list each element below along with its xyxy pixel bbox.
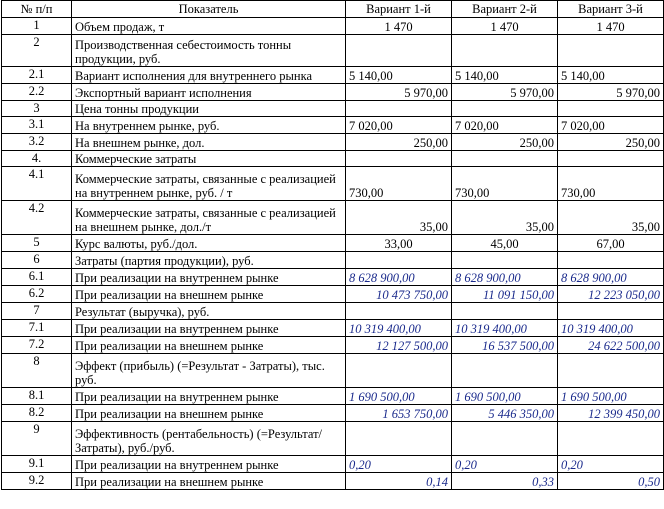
- cell-variant-3: 35,00: [558, 201, 664, 235]
- table-row: [2, 320, 664, 337]
- cell-variant-1: 10 473 750,00: [346, 286, 452, 303]
- row-indicator: Коммерческие затраты: [72, 151, 346, 167]
- cell-variant-2: 7 020,00: [452, 117, 558, 134]
- row-indicator: При реализации на внешнем рынке: [72, 337, 346, 354]
- row-number: 4.: [2, 151, 72, 167]
- table-row: [2, 134, 664, 151]
- cell-variant-3: 12 399 450,00: [558, 405, 664, 422]
- table-row: [2, 167, 664, 201]
- cell-variant-3: 5 970,00: [558, 84, 664, 101]
- row-indicator: Экспортный вариант исполнения: [72, 84, 346, 101]
- cell-variant-2: 250,00: [452, 134, 558, 151]
- cell-variant-3: [558, 354, 664, 388]
- cell-variant-1: [346, 303, 452, 320]
- row-number: 8.1: [2, 388, 72, 405]
- table-row: [2, 101, 664, 117]
- cell-variant-1: [346, 35, 452, 67]
- table-row: [2, 337, 664, 354]
- cell-variant-1: 35,00: [346, 201, 452, 235]
- table-row: [2, 286, 664, 303]
- row-number: 4.1: [2, 167, 72, 201]
- row-number: 1: [2, 18, 72, 35]
- row-indicator: Производственная себестоимость тонны продукции, руб.: [72, 35, 346, 67]
- row-indicator: Затраты (партия продукции), руб.: [72, 252, 346, 269]
- cell-variant-1: [346, 101, 452, 117]
- cell-variant-3: [558, 101, 664, 117]
- cell-variant-1: 250,00: [346, 134, 452, 151]
- cell-variant-2: 10 319 400,00: [452, 320, 558, 337]
- cell-variant-2: 5 140,00: [452, 67, 558, 84]
- cell-variant-2: [452, 101, 558, 117]
- row-indicator: Курс валюты, руб./дол.: [72, 235, 346, 252]
- row-indicator: При реализации на внутреннем рынке: [72, 456, 346, 473]
- table-row: [2, 201, 664, 235]
- cell-variant-1: [346, 354, 452, 388]
- cell-variant-2: [452, 252, 558, 269]
- row-number: 8: [2, 354, 72, 388]
- row-number: 6.1: [2, 269, 72, 286]
- cell-variant-1: 1 470: [346, 18, 452, 35]
- row-number: 6: [2, 252, 72, 269]
- row-number: 6.2: [2, 286, 72, 303]
- cell-variant-3: 10 319 400,00: [558, 320, 664, 337]
- cell-variant-3: 12 223 050,00: [558, 286, 664, 303]
- table-row: [2, 117, 664, 134]
- cell-variant-1: [346, 252, 452, 269]
- row-number: 3: [2, 101, 72, 117]
- row-indicator: Цена тонны продукции: [72, 101, 346, 117]
- row-number: 2.1: [2, 67, 72, 84]
- table-row: [2, 354, 664, 388]
- row-indicator: При реализации на внешнем рынке: [72, 286, 346, 303]
- row-number: 3.2: [2, 134, 72, 151]
- row-number: 7.2: [2, 337, 72, 354]
- cell-variant-1: 0,20: [346, 456, 452, 473]
- row-indicator: Коммерческие затраты, связанные с реализацией на внешнем рынке, дол./т: [72, 201, 346, 235]
- row-indicator: При реализации на внешнем рынке: [72, 473, 346, 490]
- cell-variant-1: 10 319 400,00: [346, 320, 452, 337]
- cell-variant-2: [452, 354, 558, 388]
- row-indicator: При реализации на внешнем рынке: [72, 405, 346, 422]
- cell-variant-3: 24 622 500,00: [558, 337, 664, 354]
- table-row: [2, 473, 664, 490]
- cell-variant-3: 0,50: [558, 473, 664, 490]
- row-indicator: Коммерческие затраты, связанные с реализацией на внутреннем рынке, руб. / т: [72, 167, 346, 201]
- cell-variant-2: [452, 35, 558, 67]
- table-row: [2, 235, 664, 252]
- cell-variant-2: 730,00: [452, 167, 558, 201]
- cell-variant-2: 45,00: [452, 235, 558, 252]
- cell-variant-3: 0,20: [558, 456, 664, 473]
- table-body: [2, 18, 664, 490]
- table-row: [2, 422, 664, 456]
- cell-variant-3: [558, 422, 664, 456]
- row-indicator: При реализации на внутреннем рынке: [72, 269, 346, 286]
- cell-variant-3: 8 628 900,00: [558, 269, 664, 286]
- table-row: [2, 405, 664, 422]
- row-number: 4.2: [2, 201, 72, 235]
- cell-variant-1: 33,00: [346, 235, 452, 252]
- row-number: 7.1: [2, 320, 72, 337]
- cell-variant-1: 1 690 500,00: [346, 388, 452, 405]
- table-row: [2, 67, 664, 84]
- header-variant-1: Вариант 1-й: [346, 1, 452, 18]
- cell-variant-3: [558, 303, 664, 320]
- cell-variant-2: 11 091 150,00: [452, 286, 558, 303]
- row-number: 2.2: [2, 84, 72, 101]
- row-indicator: Результат (выручка), руб.: [72, 303, 346, 320]
- table-row: [2, 388, 664, 405]
- cell-variant-1: 12 127 500,00: [346, 337, 452, 354]
- comparison-table: [1, 0, 664, 490]
- table-header-row: [2, 1, 664, 18]
- row-number: 8.2: [2, 405, 72, 422]
- header-variant-3: Вариант 3-й: [558, 1, 664, 18]
- table-row: [2, 35, 664, 67]
- cell-variant-1: 5 140,00: [346, 67, 452, 84]
- cell-variant-2: 16 537 500,00: [452, 337, 558, 354]
- cell-variant-2: 0,33: [452, 473, 558, 490]
- cell-variant-2: 0,20: [452, 456, 558, 473]
- cell-variant-2: [452, 151, 558, 167]
- cell-variant-2: 5 446 350,00: [452, 405, 558, 422]
- cell-variant-3: 7 020,00: [558, 117, 664, 134]
- row-indicator: Эффект (прибыль) (=Результат - Затраты), тыс. руб.: [72, 354, 346, 388]
- row-indicator: На внешнем рынке, дол.: [72, 134, 346, 151]
- cell-variant-3: 730,00: [558, 167, 664, 201]
- cell-variant-2: 8 628 900,00: [452, 269, 558, 286]
- row-number: 5: [2, 235, 72, 252]
- row-indicator: Вариант исполнения для внутреннего рынка: [72, 67, 346, 84]
- cell-variant-1: 8 628 900,00: [346, 269, 452, 286]
- row-number: 9.2: [2, 473, 72, 490]
- cell-variant-1: 0,14: [346, 473, 452, 490]
- cell-variant-2: 5 970,00: [452, 84, 558, 101]
- cell-variant-3: 67,00: [558, 235, 664, 252]
- row-indicator: Объем продаж, т: [72, 18, 346, 35]
- table-row: [2, 456, 664, 473]
- header-variant-2: Вариант 2-й: [452, 1, 558, 18]
- cell-variant-3: 1 690 500,00: [558, 388, 664, 405]
- cell-variant-3: 5 140,00: [558, 67, 664, 84]
- table-row: [2, 269, 664, 286]
- cell-variant-2: [452, 422, 558, 456]
- cell-variant-3: [558, 151, 664, 167]
- row-number: 7: [2, 303, 72, 320]
- cell-variant-3: [558, 252, 664, 269]
- cell-variant-1: [346, 422, 452, 456]
- row-number: 3.1: [2, 117, 72, 134]
- row-indicator: При реализации на внутреннем рынке: [72, 320, 346, 337]
- row-number: 2: [2, 35, 72, 67]
- table-row: [2, 252, 664, 269]
- cell-variant-2: [452, 303, 558, 320]
- cell-variant-1: 7 020,00: [346, 117, 452, 134]
- cell-variant-2: 1 470: [452, 18, 558, 35]
- header-indicator: Показатель: [72, 1, 346, 18]
- table-row: [2, 303, 664, 320]
- row-indicator: На внутреннем рынке, руб.: [72, 117, 346, 134]
- row-number: 9: [2, 422, 72, 456]
- cell-variant-1: [346, 151, 452, 167]
- cell-variant-2: 35,00: [452, 201, 558, 235]
- cell-variant-3: 250,00: [558, 134, 664, 151]
- header-num: № п/п: [2, 1, 72, 18]
- cell-variant-2: 1 690 500,00: [452, 388, 558, 405]
- table-row: [2, 18, 664, 35]
- table-row: [2, 151, 664, 167]
- row-number: 9.1: [2, 456, 72, 473]
- cell-variant-1: 730,00: [346, 167, 452, 201]
- cell-variant-1: 5 970,00: [346, 84, 452, 101]
- cell-variant-3: [558, 35, 664, 67]
- table-row: [2, 84, 664, 101]
- cell-variant-1: 1 653 750,00: [346, 405, 452, 422]
- row-indicator: Эффективность (рентабельность) (=Результат/Затраты), руб./руб.: [72, 422, 346, 456]
- row-indicator: При реализации на внутреннем рынке: [72, 388, 346, 405]
- cell-variant-3: 1 470: [558, 18, 664, 35]
